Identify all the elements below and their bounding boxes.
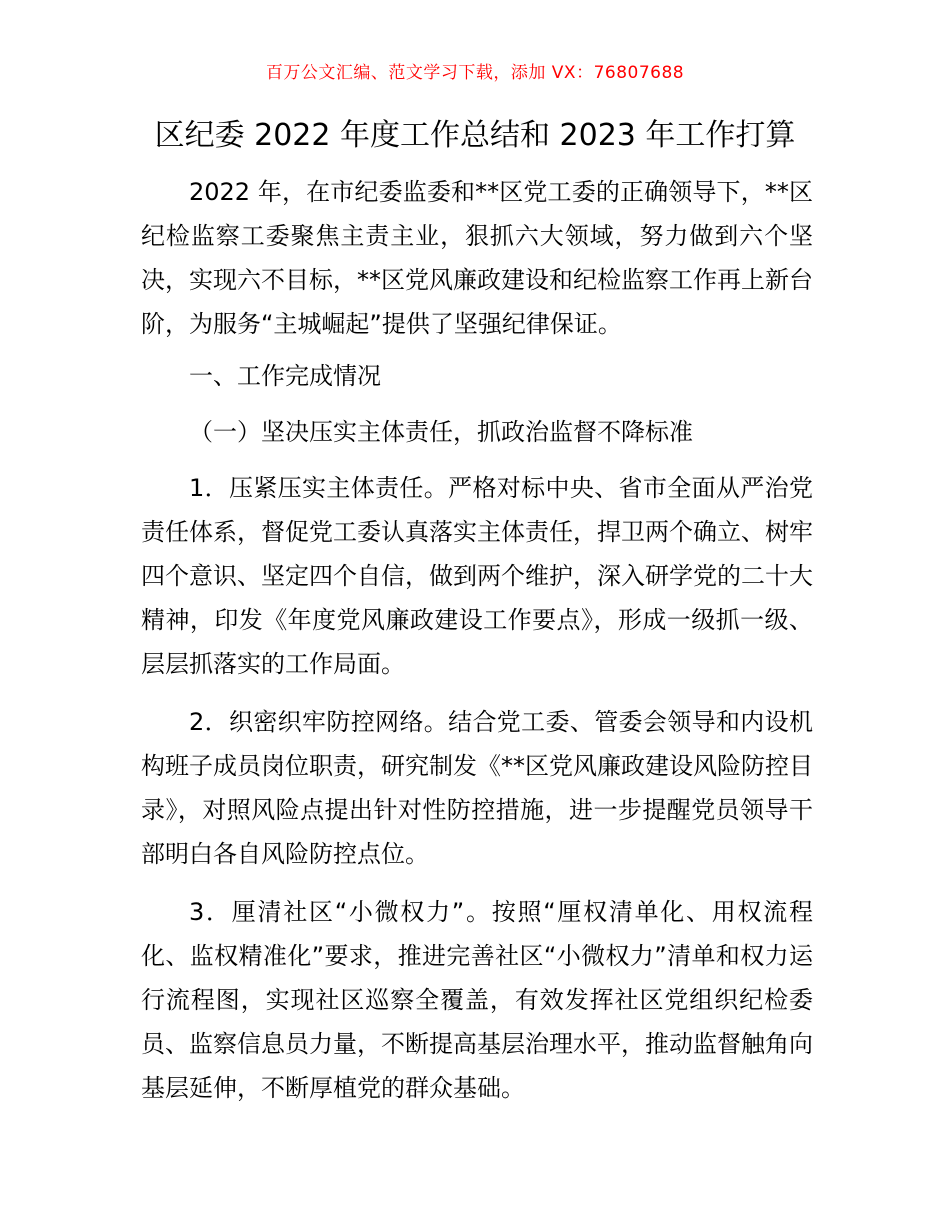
paragraph-item-1: 1．压紧压实主体责任。严格对标中央、省市全面从严治党责任体系，督促党工委认真落实主体责任，捍卫两个确立、树牢四个意识、坚定四个自信，做到两个维护，深入研学党的二十大精神，印发《年度党风廉政建设工作要点》，形成一级抓一级、层层抓落实的工作局面。: [141, 474, 813, 678]
paragraph-item-3: 3．厘清社区“小微权力”。按照“厘权清单化、用权流程化、监权精准化”要求，推进完善社区“小微权力”清单和权力运行流程图，实现社区巡察全覆盖，有效发挥社区党组织纪检委员、监察信息员力量，不断提高基层治理水平，推动监督触角向基层延伸，不断厚植党的群众基础。: [141, 898, 813, 1102]
section-heading-1: 一、工作完成情况: [189, 362, 381, 390]
subsection-heading-1: （一）坚决压实主体责任，抓政治监督不降标准: [189, 418, 693, 446]
header-note: 百万公文汇编、范文学习下载，添加 VX：76807688: [265, 63, 685, 83]
document-title: 区纪委 2022 年度工作总结和 2023 年工作打算: [154, 118, 796, 153]
document-body: [141, 170, 813, 1118]
paragraph-item-2: 2．织密织牢防控网络。结合党工委、管委会领导和内设机构班子成员岗位职责，研究制发《**区党风廉政建设风险防控目录》，对照风险点提出针对性防控措施，进一步提醒党员领导干部明白各自风险防控点位。: [141, 708, 813, 868]
paragraph-intro: 2022 年，在市纪委监委和**区党工委的正确领导下，**区纪检监察工委聚焦主责主业，狠抓六大领域，努力做到六个坚决，实现六不目标，**区党风廉政建设和纪检监察工作再上新台阶，为服务“主城崛起”提供了坚强纪律保证。: [141, 178, 813, 338]
